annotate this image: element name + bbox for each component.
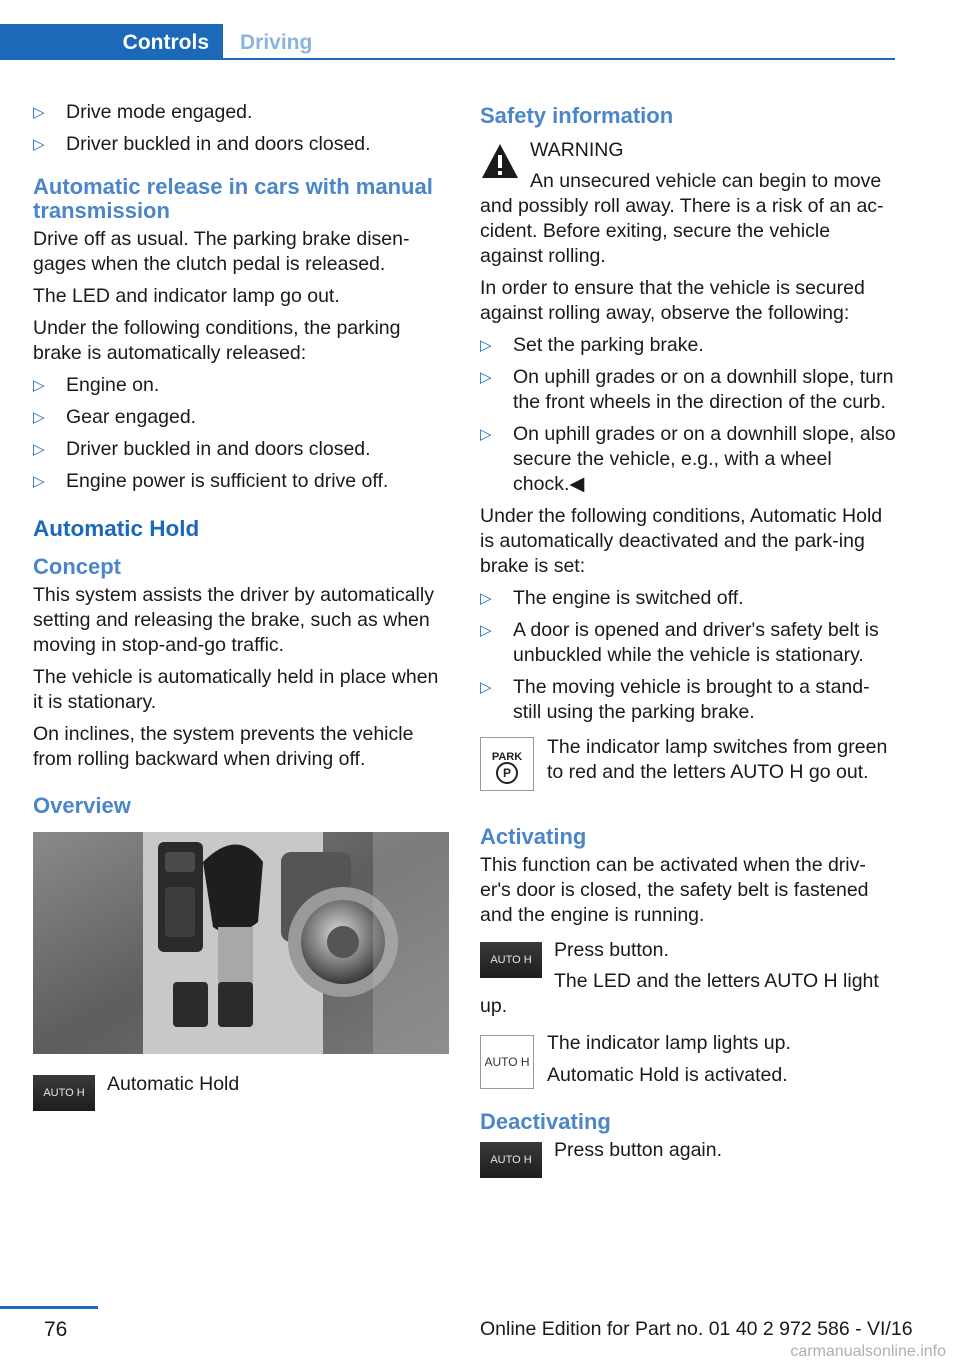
activation-step [480,938,896,1019]
auto-h-button-icon: AUTO H [480,942,542,978]
paragraph: This system assists the driver by automatically setting and releasing the brake, such as when moving in stop-and-go traffic. [33,584,434,656]
chapter-header [0,24,895,60]
list-item: ▷ Engine on. [33,374,160,396]
paragraph: The LED and the letters AUTO H light up. [480,970,879,1017]
auto-h-button-icon: AUTO H [480,1142,542,1178]
warning-triangle-icon [480,142,520,180]
bullet-icon: ▷ [480,679,492,696]
warning-text: An unsecured vehicle can begin to move and possibly roll away. There is a risk of an ac‐cident. Before exiting, secure the vehicle against rolling. [480,170,884,267]
edition-text: Online Edition for Part no. 01 40 2 972 586 - VI/16 [480,1318,913,1340]
list-item: ▷ A door is opened and driver's safety belt is unbuckled while the vehicle is stationary. [480,619,879,666]
heading-automatic-hold: Automatic Hold [33,516,200,541]
paragraph: This function can be activated when the driv‐er's door is closed, the safety belt is fastened and the engine is running. [480,854,869,926]
heading-safety-information: Safety information [480,103,674,128]
footer-rule [0,1306,98,1309]
paragraph: The indicator lamp switches from green to red and the letters AUTO H go out. [547,736,888,783]
paragraph: The indicator lamp lights up. [547,1032,791,1054]
center-console-photo [33,832,449,1054]
auto-h-caption-row [33,1070,449,1110]
list-item: ▷ Gear engaged. [33,406,197,428]
list-item: ▷ Set the parking brake. [480,334,704,356]
paragraph: In order to ensure that the vehicle is secured against rolling away, observe the following: [480,277,865,324]
warning-block [480,138,896,163]
bullet-icon: ▷ [480,337,492,354]
park-indicator-icon [480,737,534,791]
park-indicator-row [480,735,896,805]
condition-list-top [33,100,449,157]
paragraph: Automatic Hold is activated. [547,1064,788,1086]
list-item: ▷ The engine is switched off. [480,587,744,609]
list-item: ▷ Driver buckled in and doors closed. [33,133,371,155]
bullet-icon: ▷ [480,426,492,443]
bullet-icon: ▷ [480,369,492,386]
console-illustration [33,832,449,1054]
right-column [480,100,896,1178]
instruction: Press button. [554,939,669,961]
heading-activating: Activating [480,824,587,849]
paragraph: The LED and indicator lamp go out. [33,285,340,307]
paragraph: The vehicle is automatically held in place when it is stationary. [33,666,439,713]
list-item: ▷ On uphill grades or on a downhill slope, also secure the vehicle, e.g., with a wheel chock.◀ [480,423,896,495]
bullet-icon: ▷ [33,136,45,153]
auto-h-button-icon: AUTO H [33,1075,95,1111]
bullet-icon: ▷ [33,441,45,458]
paragraph: Under the following conditions, Automatic Hold is automatically deactivated and the park‐ing brake is set: [480,505,883,577]
bullet-icon: ▷ [33,409,45,426]
left-column [33,100,449,1110]
release-condition-list [33,373,449,494]
list-item: ▷ The moving vehicle is brought to a stand‐still using the parking brake. [480,676,870,723]
watermark: carmanualsonline.info [790,1343,946,1360]
securing-list [480,333,896,497]
list-item: ▷ On uphill grades or on a downhill slope, turn the front wheels in the direction of the curb. [480,366,894,413]
park-label: PARK [491,751,523,763]
heading-concept: Concept [33,554,121,579]
tab-controls[interactable]: Controls [0,24,223,60]
heading-deactivating: Deactivating [480,1109,611,1134]
heading-overview: Overview [33,793,131,818]
bullet-icon: ▷ [33,104,45,121]
page-number: 76 [44,1318,68,1341]
bullet-icon: ▷ [33,377,45,394]
deactivation-list [480,586,896,725]
tab-driving[interactable]: Driving [240,31,313,54]
list-item: ▷ Engine power is sufficient to drive off. [33,470,389,492]
lamp-row [480,1031,896,1088]
header-rule [0,58,895,60]
paragraph: Under the following conditions, the parking brake is automatically released: [33,317,401,364]
figure-caption: Automatic Hold [107,1073,240,1095]
list-item: ▷ Driver buckled in and doors closed. [33,438,371,460]
auto-h-indicator-lamp-icon: AUTO H [480,1035,534,1089]
paragraph: On inclines, the system prevents the vehicle from rolling backward when driving off. [33,723,414,770]
heading-manual-release: Automatic release in cars with manual transmission [33,174,433,223]
list-item: ▷ Drive mode engaged. [33,101,253,123]
bullet-icon: ▷ [33,473,45,490]
park-symbol: P [496,762,518,784]
bullet-icon: ▷ [480,622,492,639]
warning-title: WARNING [530,139,624,161]
paragraph: Drive off as usual. The parking brake disen‐gages when the clutch pedal is released. [33,228,410,275]
bullet-icon: ▷ [480,590,492,607]
deactivation-step [480,1138,896,1178]
instruction: Press button again. [554,1139,723,1161]
